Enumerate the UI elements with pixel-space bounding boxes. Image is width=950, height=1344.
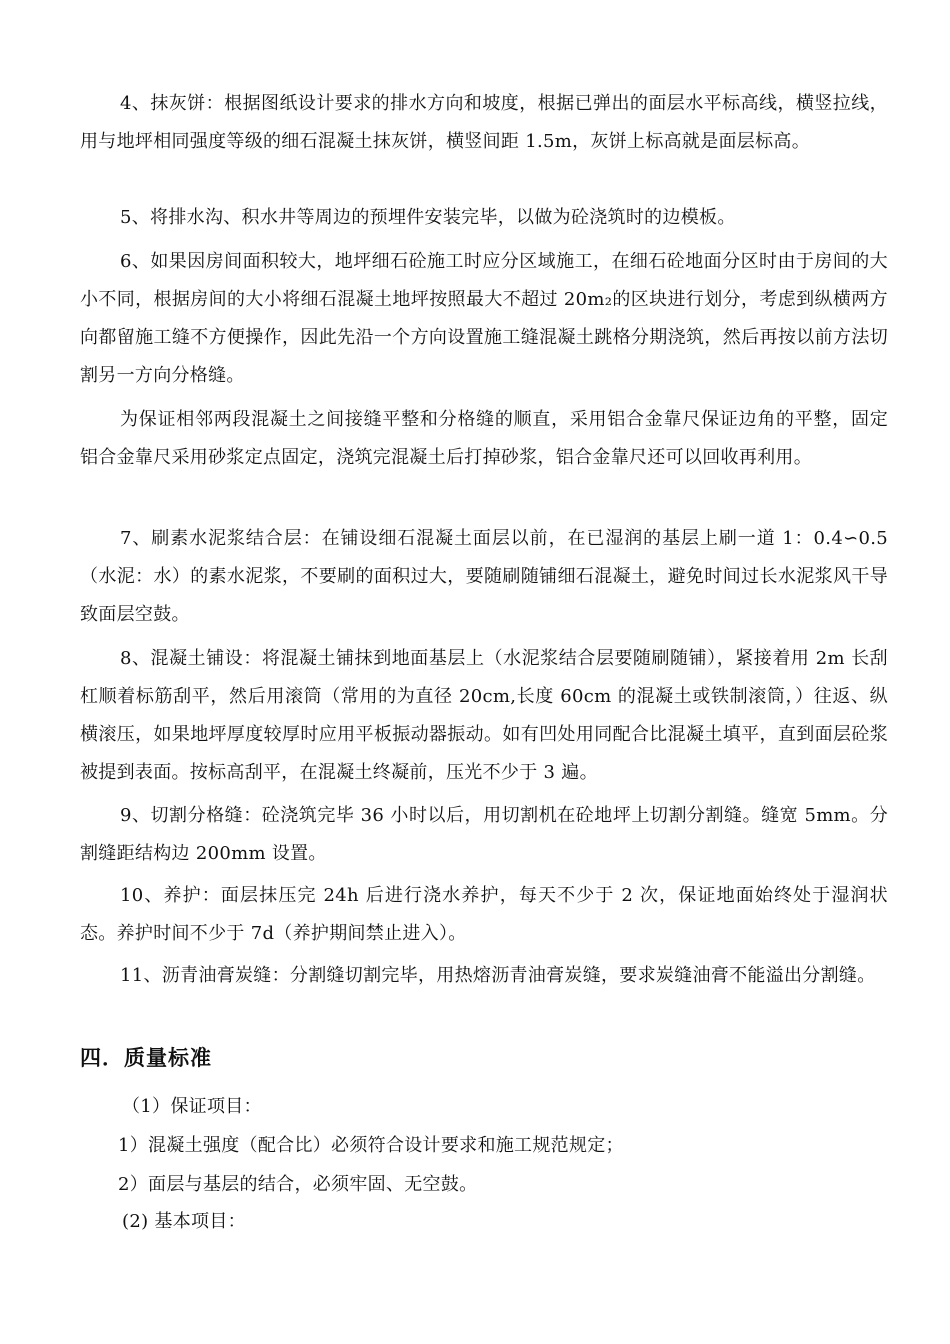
paragraph-step-4: 4、抹灰饼：根据图纸设计要求的排水方向和坡度，根据已弹出的面层水平标高线，横竖拉线，用与地坪相同强度等级的细石混凝土抹灰饼，横竖间距 1.5m，灰饼上标高就是面层标高。 (80, 93, 888, 152)
paragraph-step-11: 11、沥青油膏炭缝：分割缝切割完毕，用热熔沥青油膏炭缝，要求炭缝油膏不能溢出分割缝。 (120, 965, 876, 986)
paragraph-step-10: 10、养护：面层抹压完 24h 后进行浇水养护，每天不少于 2 次，保证地面始终处于湿润状态。养护时间不少于 7d（养护期间禁止进入）。 (80, 885, 888, 944)
paragraph-step-7: 7、刷素水泥浆结合层：在铺设细石混凝土面层以前，在已湿润的基层上刷一道 1：0.4∽0.5（水泥：水）的素水泥浆，不要刷的面积过大，要随刷随铺细石混凝土，避免时间过长水泥浆风干导致面层空鼓。 (80, 528, 888, 625)
paragraph-step-9: 9、切割分格缝：砼浇筑完毕 36 小时以后，用切割机在砼地坪上切割分割缝。缝宽 5mm。分割缝距结构边 200mm 设置。 (80, 805, 888, 864)
list-item-basic-items: (2) 基本项目： (122, 1211, 246, 1232)
paragraph-step-6: 6、如果因房间面积较大，地坪细石砼施工时应分区域施工，在细石砼地面分区时由于房间的大小不同，根据房间的大小将细石混凝土地坪按照最大不超过 20m₂的区块进行划分，考虑到纵横两方向都留施工缝不方便操作，因此先沿一个方向设置施工缝混凝土跳格分期浇筑，然后再按以前方法切割另一方向分格缝。 (80, 251, 888, 386)
section-heading: 四．质量标准 (80, 1046, 212, 1070)
list-item-guarantee-items: （1）保证项目： (122, 1096, 262, 1117)
paragraph-alignment: 为保证相邻两段混凝土之间接缝平整和分格缝的顺直，采用铝合金靠尺保证边角的平整，固定铝合金靠尺采用砂浆定点固定，浇筑完混凝土后打掉砂浆，铝合金靠尺还可以回收再利用。 (80, 409, 888, 468)
paragraph-step-5: 5、将排水沟、积水井等周边的预埋件安装完毕，以做为砼浇筑时的边模板。 (120, 207, 736, 228)
list-item-layer-bonding: 2）面层与基层的结合，必须牢固、无空鼓。 (118, 1174, 478, 1195)
list-item-concrete-strength: 1）混凝土强度（配合比）必须符合设计要求和施工规范规定； (118, 1135, 624, 1156)
paragraph-step-8: 8、混凝土铺设：将混凝土铺抹到地面基层上（水泥浆结合层要随刷随铺），紧接着用 2m 长刮杠顺着标筋刮平，然后用滚筒（常用的为直径 20cm,长度 60cm 的混凝土或铁制滚筒，）往返、纵横滚压，如果地坪厚度较厚时应用平板振动器振动。如有凹处用同配合比混凝土填平，直到面层砼浆被提到表面。按标高刮平，在混凝土终凝前，压光不少于 3 遍。 (80, 648, 888, 783)
